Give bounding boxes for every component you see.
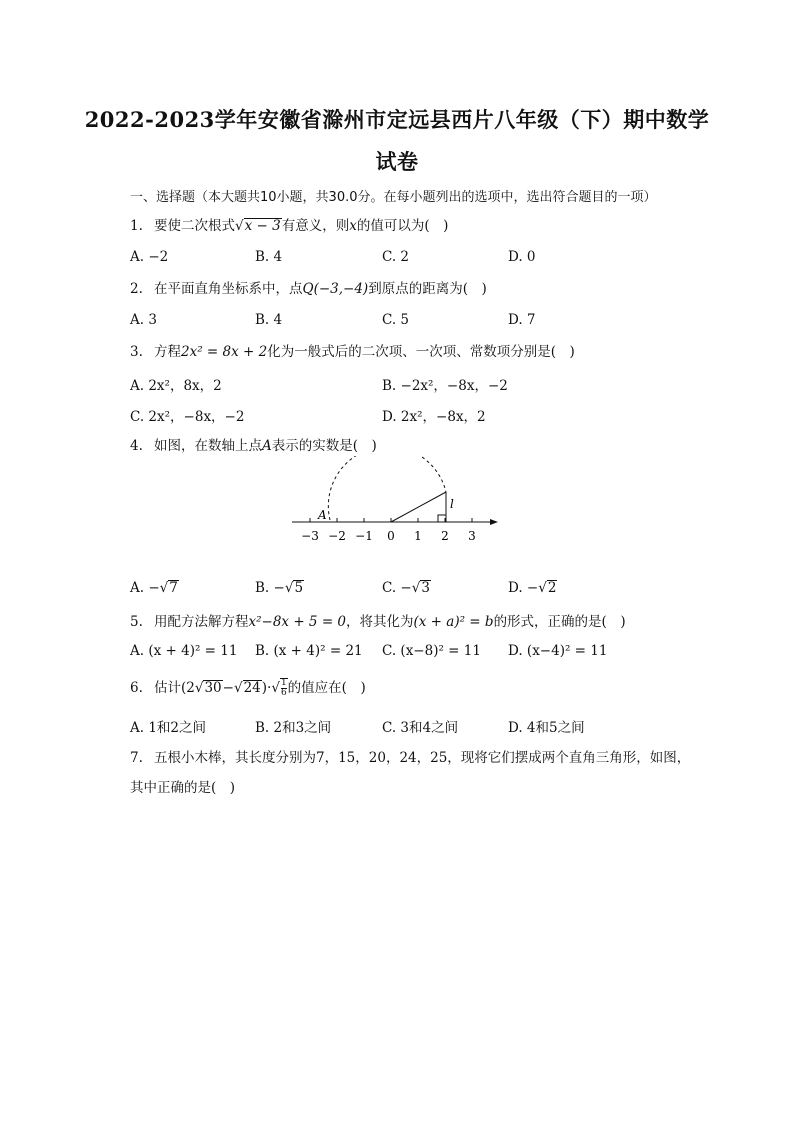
question-number: 2.	[130, 281, 143, 297]
question-7: 7. 五根小木棒，其长度分别为7，15，20，24，25，现将它们摆成两个直角三角形，如图，	[130, 750, 691, 766]
option-d: D. 7	[508, 312, 536, 328]
option-d: D. 0	[508, 249, 536, 265]
option-a: A. −√7	[130, 580, 178, 596]
question-number: 3.	[130, 344, 143, 360]
option-d: D. −√2	[508, 580, 557, 596]
option-b: B. −2x²，−8x，−2	[382, 378, 508, 394]
fraction: $\frac{1}{6}$	[280, 678, 287, 698]
option-d: D. 2x²，−8x，2	[382, 409, 486, 425]
question-number: 1.	[130, 218, 143, 234]
section-heading: 一、选择题（本大题共10小题，共30.0分。在每小题列出的选项中，选出符合题目的一项）	[130, 190, 657, 205]
option-a: A. 2x²，8x，2	[130, 378, 222, 394]
question-4: 4. 如图，在数轴上点A表示的实数是( )	[130, 438, 377, 454]
tick-label: −1	[355, 529, 373, 543]
option-a: A. 3	[130, 312, 157, 328]
tick-label: 0	[387, 529, 395, 543]
option-b: B. 4	[255, 249, 283, 265]
option-b: B. 2和3之间	[255, 720, 332, 736]
question-2: 2. 在平面直角坐标系中，点Q(−3,−4)到原点的距离为( )	[130, 281, 487, 297]
tick-label: 3	[468, 529, 476, 543]
question-1: 1. 要使二次根式√x − 3有意义，则x的值可以为( )	[130, 218, 449, 234]
page-title-line2: 试卷	[375, 149, 419, 174]
option-d: D. (x−4)² = 11	[508, 643, 608, 659]
option-d: D. 4和5之间	[508, 720, 585, 736]
question-3: 3. 方程2x² = 8x + 2化为一般式后的二次项、一次项、常数项分别是( )	[130, 344, 575, 360]
option-a: A. (x + 4)² = 11	[130, 643, 238, 659]
line-l-label: l	[450, 497, 454, 511]
option-b: B. −√5	[255, 580, 304, 596]
option-c: C. (x−8)² = 11	[382, 643, 481, 659]
tick-label: −2	[328, 529, 346, 543]
page-title: 2022-2023学年安徽省滁州市定远县西片八年级（下）期中数学	[84, 107, 710, 132]
option-a: A. 1和2之间	[130, 720, 207, 736]
question-5: 5. 用配方法解方程x²−8x + 5 = 0，将其化为(x + a)² = b的形式，正确的是( )	[130, 614, 626, 630]
option-c: C. 2	[382, 249, 410, 265]
question-number: 6.	[130, 680, 143, 696]
question-number: 7.	[130, 750, 143, 766]
radical: √x − 3	[235, 218, 281, 234]
option-c: C. 5	[382, 312, 410, 328]
number-line-figure	[286, 456, 506, 546]
tick-label: 2	[441, 529, 449, 543]
option-a: A. −2	[130, 249, 169, 265]
arrow-icon	[490, 519, 498, 525]
tick-label: 1	[414, 529, 422, 543]
option-b: B. (x + 4)² = 21	[255, 643, 363, 659]
point-a-label: A	[318, 508, 327, 522]
option-b: B. 4	[255, 312, 283, 328]
question-7-line2: 其中正确的是( )	[130, 780, 236, 796]
option-c: C. 3和4之间	[382, 720, 459, 736]
question-number: 5.	[130, 614, 143, 630]
question-6: 6. 估计(2√30−√24)·√ $\frac{1}{6}$ 的值应在( )	[130, 678, 366, 698]
option-c: C. −√3	[382, 580, 430, 596]
dashed-arc	[328, 456, 446, 520]
question-number: 4.	[130, 438, 143, 454]
option-c: C. 2x²，−8x，−2	[130, 409, 245, 425]
tick-label: −3	[301, 529, 319, 543]
